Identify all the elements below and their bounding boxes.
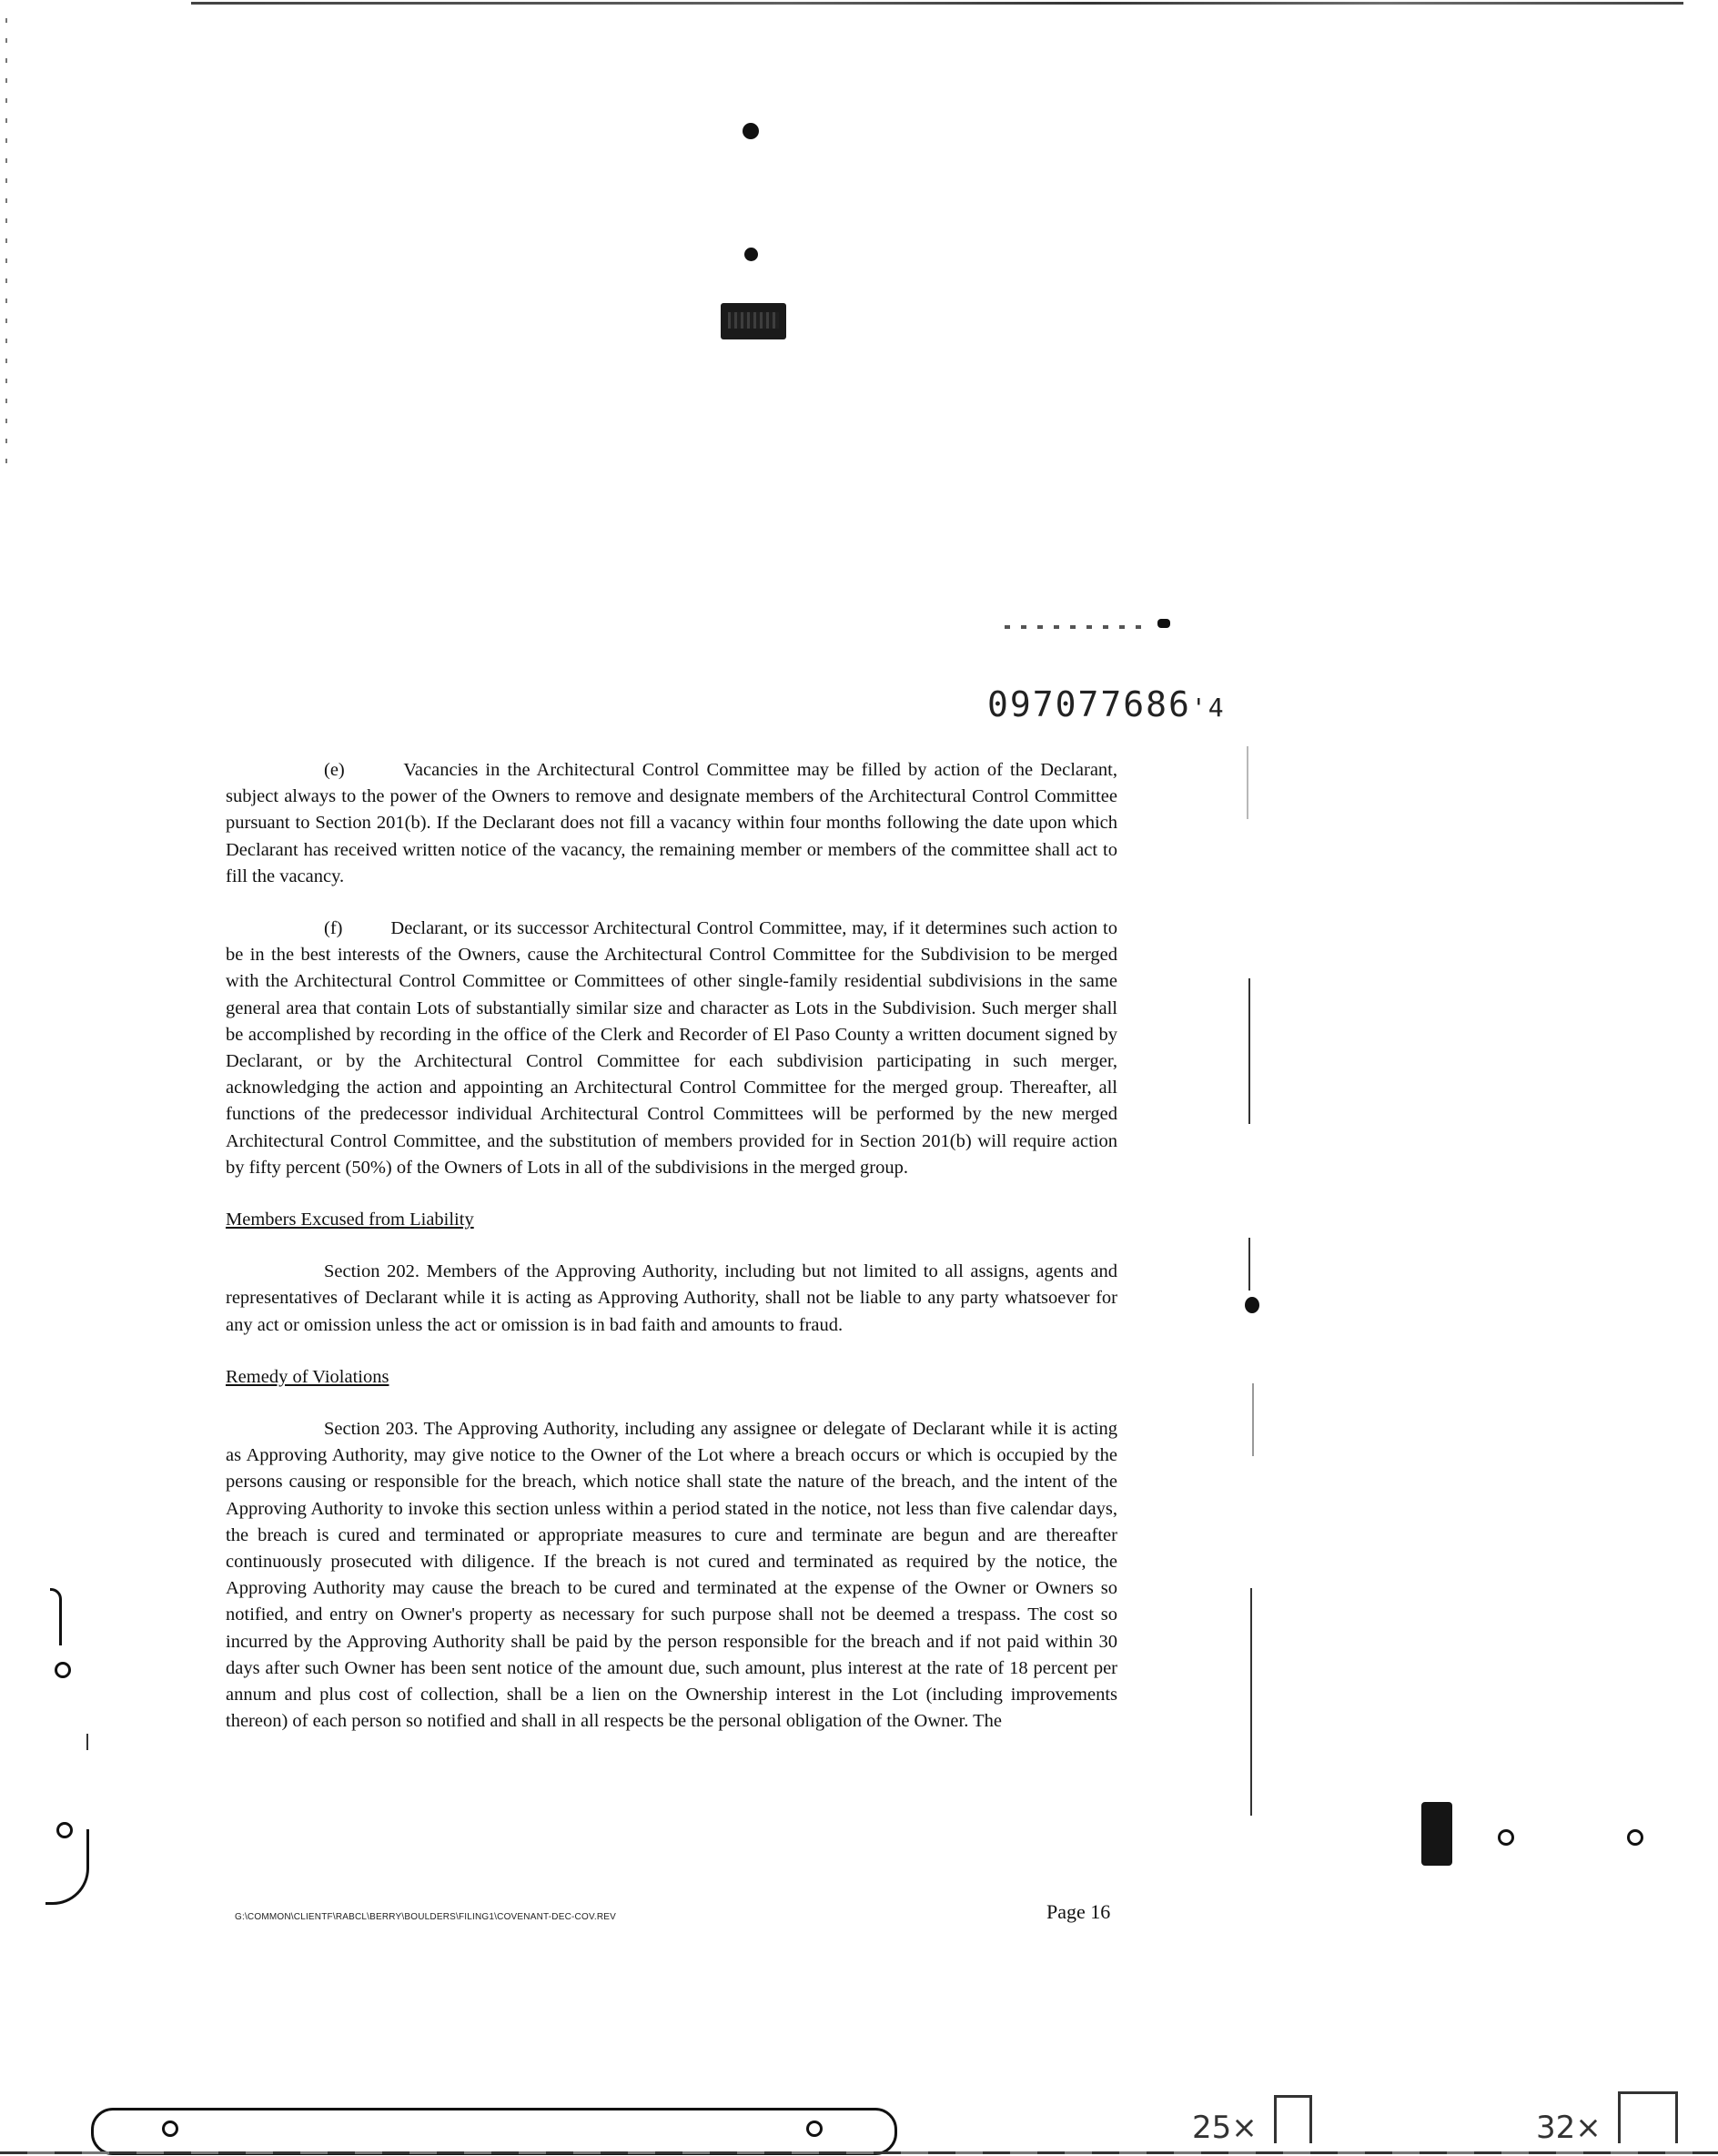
margin-line-2 xyxy=(1248,978,1250,1124)
heading-members-excused: Members Excused from Liability xyxy=(226,1210,474,1230)
film-hole-right xyxy=(806,2121,823,2137)
paragraph-f xyxy=(226,916,1117,1181)
punch-dot-middle xyxy=(744,248,758,261)
punch-dot-top xyxy=(743,123,759,139)
binder-clip xyxy=(1421,1802,1452,1866)
margin-line-4 xyxy=(1252,1383,1254,1456)
page-number: Page 16 xyxy=(1046,1900,1111,1923)
paragraph-e xyxy=(226,757,1117,890)
footer-file-path: G:\COMMON\CLIENTF\RABCL\BERRY\BOULDERS\FILING1\COVENANT-DEC-COV.REV xyxy=(235,1912,617,1922)
scale-mark-right: 32× xyxy=(1536,2110,1602,2146)
paragraph-e-text: Vacancies in the Architectural Control Committee may be filled by action of the Declarant, subject always to the power of the Owners to remove and designate members of the Architectural Control Committee pursuant to Section 201(b). If the Declarant does not fill a vacancy within four months following the date upon which Declarant has received written notice of the vacancy, the remaining member or members of the committee shall act to fill the vacancy. xyxy=(226,760,1117,886)
left-hole-1 xyxy=(55,1662,71,1678)
right-hole-1 xyxy=(1498,1829,1514,1846)
margin-line-5 xyxy=(1250,1588,1252,1816)
paragraph-f-text: Declarant, or its successor Architectural Control Committee, may, if it determines such action to be in the best interests of the Owners, cause the Architectural Control Committee for the Subdivision to be merged with the Architectural Control Committee or Committees of other single-family residential subdivisions in the same general area that contain Lots of substantially similar size and character as Lots in the Subdivision. Such merger shall be accomplished by recording in the office of the Clerk and Recorder of El Paso County a written document signed by Declarant, or by the Architectural Control Committee for each subdivision participating in such merger, acknowledging the action and appointing an Architectural Control Committee for the merged group. Thereafter, all functions of the predecessor individual Architectural Control Committees will be performed by the new merged Architectural Control Committee, and the substitution of members provided for in Section 201(b) will require action by fifty percent (50%) of the Owners of Lots in all of the subdivisions in the merged group. xyxy=(226,918,1118,1178)
dash-end-dot xyxy=(1157,619,1170,628)
right-hole-2 xyxy=(1627,1829,1643,1846)
scan-bottom-edge xyxy=(0,2151,1718,2154)
left-tick xyxy=(86,1734,88,1750)
scan-top-edge xyxy=(191,2,1683,5)
section-203: Section 203. The Approving Authority, including any assignee or delegate of Declarant while it is acting as Approving Authority, may give notice to the Owner of the Lot where a breach occurs or which is occupied by the persons causing or responsible for the breach, which notice shall state the nature of the breach, and the intent of the Approving Authority to invoke this section unless within a period stated in the notice, not less than five calendar days, the breach is cured and terminated or appropriate measures to cure and terminate are begun and are thereafter continuously prosecuted with diligence. If the breach is not cured and terminated as required by the notice, the Approving Authority may cause the breach to be cured and terminated at the expense of the Owner or Owners so notified, and entry on Owner's property as necessary for such purpose shall not be deemed a trespass. The cost so incurred by the Approving Authority shall be paid by the person responsible for the breach and if not paid within 30 days after such Owner has been sent notice of the amount due, such amount, plus interest at the rate of 18 percent per annum and plus cost of collection, shall be a lien on the Ownership interest in the Lot (including improvements thereon) of each person so notified and shall in all respects be the personal obligation of the Owner. The xyxy=(226,1419,1117,1732)
document-number-suffix: '4 xyxy=(1190,693,1226,723)
margin-line-3 xyxy=(1248,1238,1250,1291)
margin-line-1 xyxy=(1247,746,1248,819)
film-hole-left xyxy=(162,2121,178,2137)
section-202: Section 202. Members of the Approving Authority, including but not limited to all assigns, agents and representatives of Declarant while it is acting as Approving Authority, shall not be liable to any party whatsoever for any act or omission unless the act or omission is in bad faith and amounts to fraud. xyxy=(226,1261,1117,1335)
dash-marks xyxy=(1005,625,1141,629)
paragraph-e-label: (e) xyxy=(324,760,345,780)
scale-mark-left: 25× xyxy=(1192,2110,1258,2146)
scale-bracket-left xyxy=(1274,2095,1312,2143)
left-hook-mark xyxy=(45,1829,89,1905)
left-bracket-mark xyxy=(50,1588,62,1645)
scan-left-edge xyxy=(5,18,7,473)
document-number-value: 097077686 xyxy=(987,684,1191,724)
paragraph-f-label: (f) xyxy=(324,918,343,939)
heading-remedy-of-violations: Remedy of Violations xyxy=(226,1366,389,1387)
margin-dot xyxy=(1245,1297,1259,1313)
recording-seal xyxy=(721,303,786,339)
film-strip-frame xyxy=(91,2108,897,2155)
scale-bracket-right xyxy=(1618,2091,1678,2143)
document-number xyxy=(987,684,1226,724)
document-body xyxy=(226,757,1117,1761)
